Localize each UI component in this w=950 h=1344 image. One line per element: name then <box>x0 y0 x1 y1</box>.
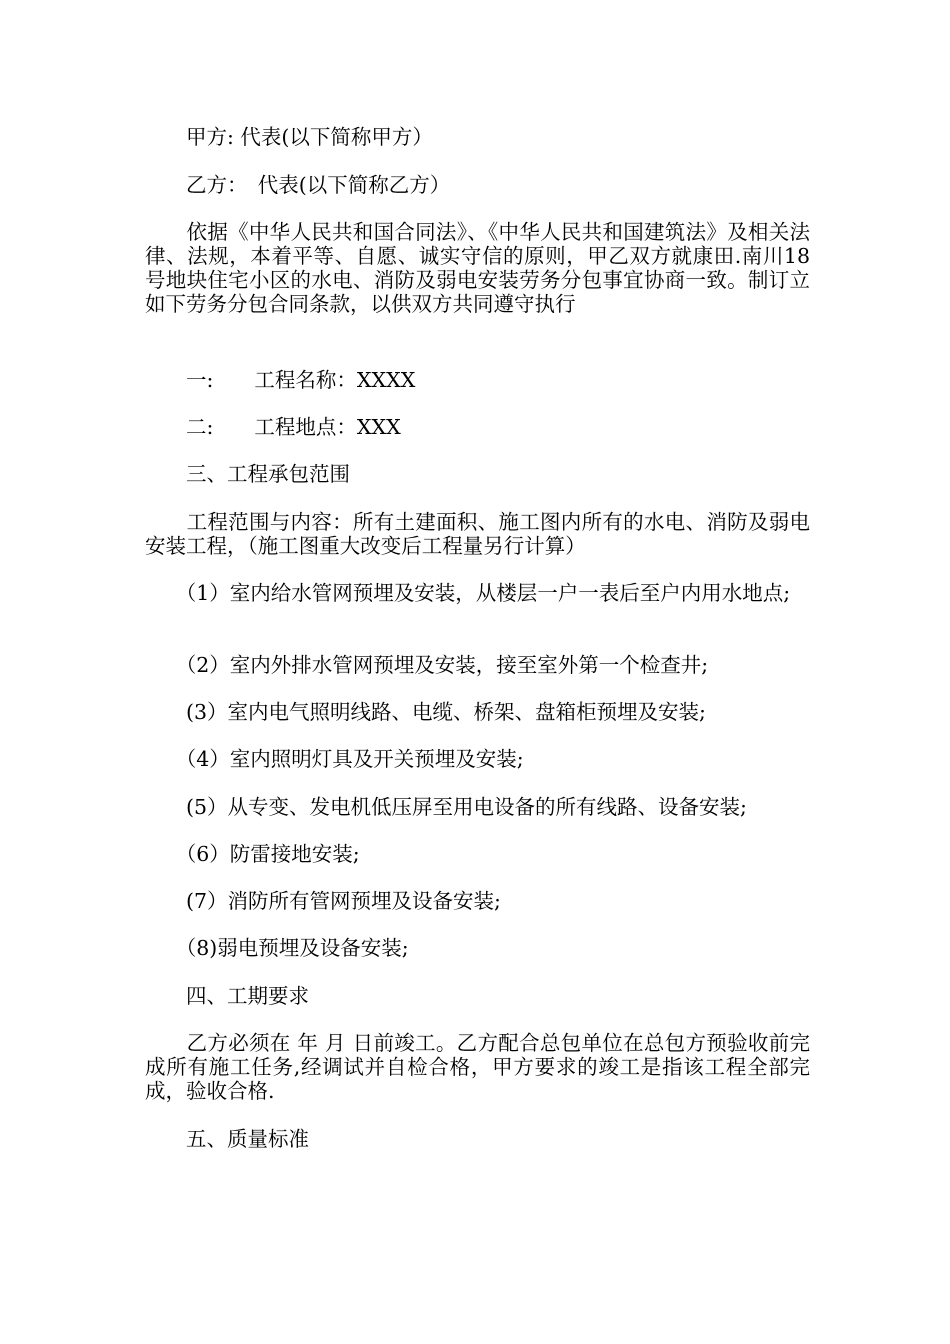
project-name-line: 一: 工程名称：XXXX <box>145 368 416 392</box>
scope-item-4: （4）室内照明灯具及开关预埋及安装; <box>145 747 524 771</box>
section-5-heading: 五、质量标准 <box>145 1127 309 1151</box>
scope-item-3: (3）室内电气照明线路、电缆、桥架、盘箱柜预埋及安装; <box>145 700 706 724</box>
section-3-heading: 三、工程承包范围 <box>145 462 350 486</box>
scope-intro-paragraph: 工程范围与内容：所有土建面积、施工图内所有的水电、消防及弱电安装工程，（施工图重大改变后工程量另行计算） <box>145 510 810 558</box>
section-4-heading: 四、工期要求 <box>145 984 309 1008</box>
scope-item-5: (5）从专变、发电机低压屏至用电设备的所有线路、设备安装; <box>145 795 747 819</box>
project-location-line: 二: 工程地点：XXX <box>145 415 401 439</box>
scope-item-8: （8)弱电预埋及设备安装; <box>145 936 409 960</box>
preamble-paragraph: 依据《中华人民共和国合同法》、《中华人民共和国建筑法》及相关法律、法规，本着平等、自愿、诚实守信的原则，甲乙双方就康田.南川18号地块住宅小区的水电、消防及弱电安装劳务分包事宜协商一致。制订立如下劳务分包合同条款，以供双方共同遵守执行 <box>145 220 810 316</box>
scope-item-6: （6）防雷接地安装; <box>145 842 360 866</box>
schedule-paragraph: 乙方必须在 年 月 日前竣工。乙方配合总包单位在总包方预验收前完成所有施工任务,经调试并自检合格，甲方要求的竣工是指该工程全部完成，验收合格. <box>145 1031 810 1103</box>
scope-item-1: （1）室内给水管网预埋及安装，从楼层一户一表后至户内用水地点; <box>145 581 791 605</box>
party-a-line: 甲方: 代表(以下简称甲方） <box>145 125 433 149</box>
scope-item-2: （2）室内外排水管网预埋及安装，接至室外第一个检查井; <box>145 653 709 677</box>
scope-item-7: (7）消防所有管网预埋及设备安装; <box>145 889 501 913</box>
party-b-line: 乙方： 代表(以下简称乙方） <box>145 173 451 197</box>
